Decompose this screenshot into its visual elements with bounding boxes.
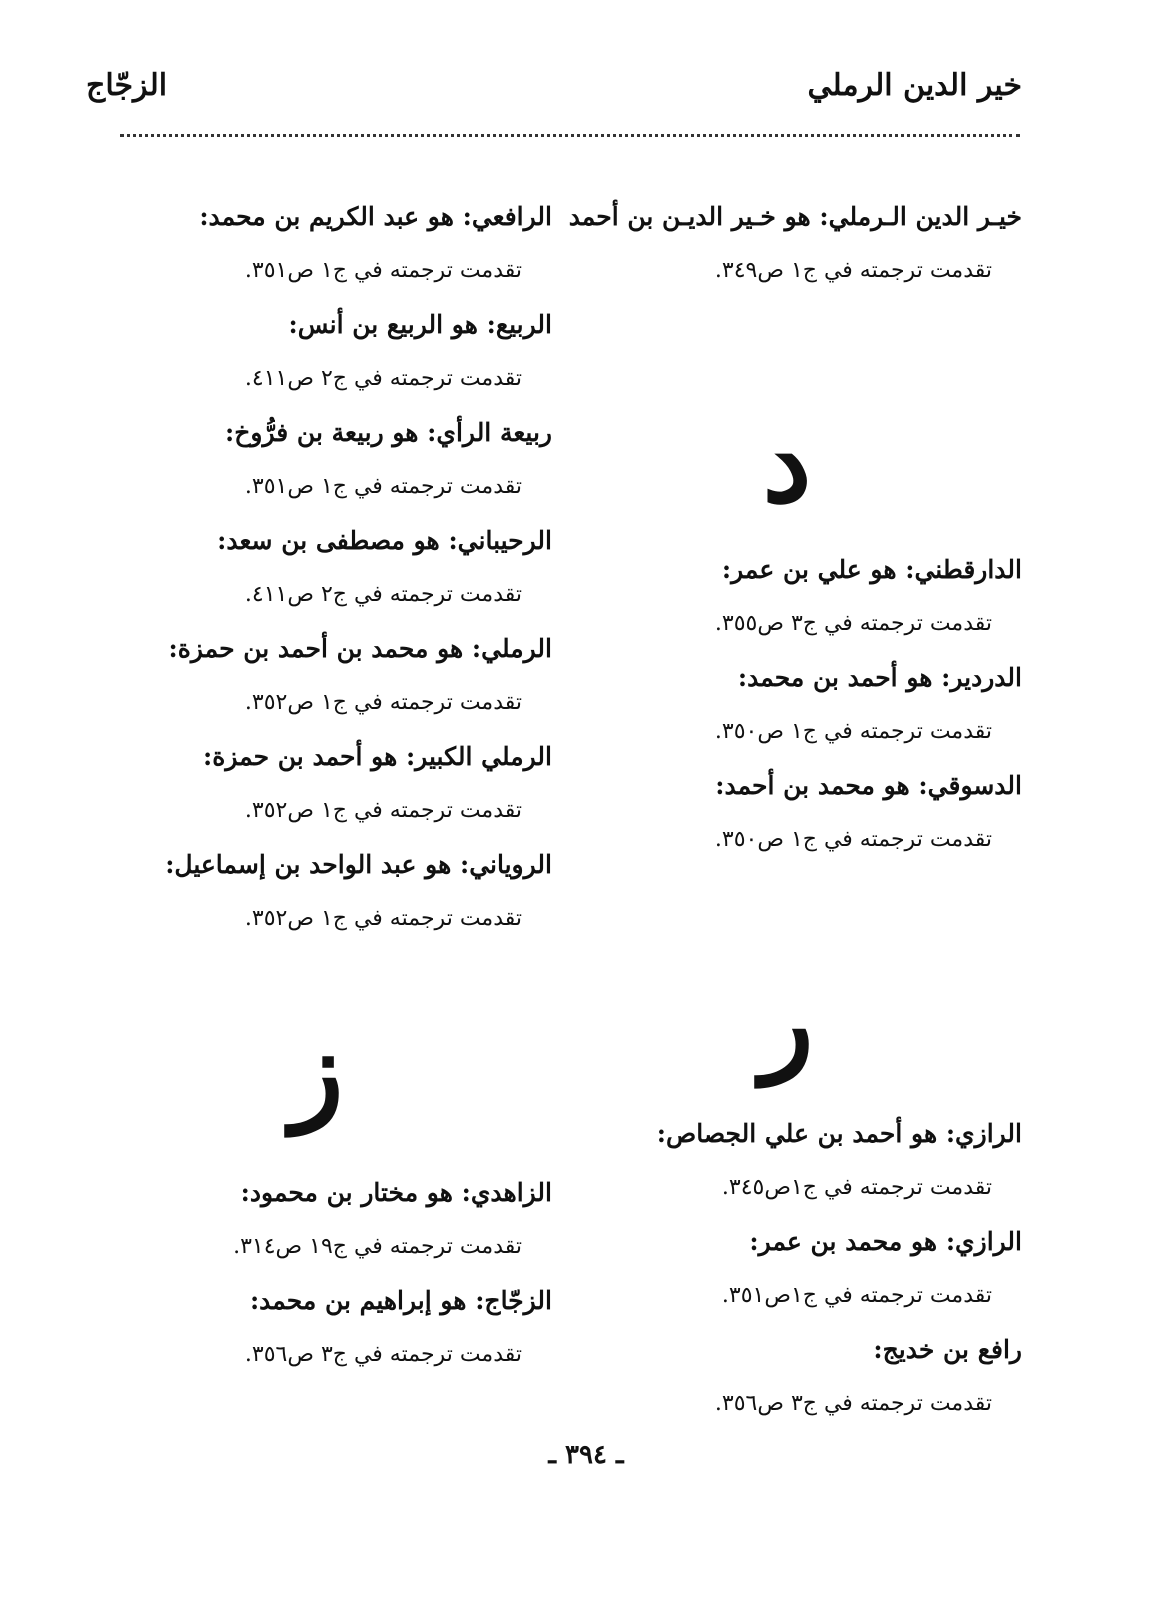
biography-entry — [82, 406, 552, 514]
biography-entry — [82, 1166, 552, 1274]
entry-reference: تقدمت ترجمته في ج١ ص٣٥٠. — [714, 719, 992, 744]
biography-entry — [82, 1274, 552, 1382]
right-column — [552, 190, 1022, 1431]
left-column — [82, 190, 552, 1382]
entry-reference: تقدمت ترجمته في ج١ ص٣٤٩. — [714, 258, 992, 283]
biography-entry — [82, 298, 552, 406]
entry-title: الرملي الكبير: هو أحمد بن حمزة: — [203, 742, 552, 771]
entry-reference: تقدمت ترجمته في ج١ص٣٤٥. — [721, 1175, 992, 1200]
entry-reference: تقدمت ترجمته في ج٣ ص٣٥٦. — [244, 1342, 522, 1367]
entry-reference: تقدمت ترجمته في ج١ص٣٥١. — [721, 1283, 992, 1308]
entry-title: الرحيباني: هو مصطفى بن سعد: — [217, 526, 552, 555]
entry-title: الرملي: هو محمد بن أحمد بن حمزة: — [168, 634, 552, 663]
entry-reference: تقدمت ترجمته في ج٢ ص٤١١. — [244, 366, 522, 391]
entry-title: الرازي: هو محمد بن عمر: — [749, 1227, 1022, 1256]
section-letter-ra: ر — [760, 957, 814, 1086]
entry-reference: تقدمت ترجمته في ج١ ص٣٥١. — [244, 474, 522, 499]
biography-entry — [552, 651, 1022, 759]
biography-entry — [82, 514, 552, 622]
biography-entry — [552, 1323, 1022, 1431]
entry-reference: تقدمت ترجمته في ج١ ص٣٥١. — [244, 258, 522, 283]
running-header-right: خير الدين الرملي — [807, 68, 1022, 103]
section-letter-zay: ز — [290, 1006, 344, 1135]
entry-title: الروياني: هو عبد الواحد بن إسماعيل: — [165, 850, 552, 879]
entry-title: رافع بن خديج: — [873, 1335, 1022, 1364]
section-letter-dal: د — [762, 398, 812, 527]
entry-reference: تقدمت ترجمته في ج٣ ص٣٥٥. — [714, 611, 992, 636]
biography-entry — [82, 622, 552, 730]
biography-entry — [82, 190, 552, 298]
entry-title: الرازي: هو أحمد بن علي الجصاص: — [656, 1119, 1022, 1148]
entry-reference: تقدمت ترجمته في ج١ ص٣٥٢. — [244, 798, 522, 823]
entry-title: الرافعي: هو عبد الكريم بن محمد: — [199, 202, 552, 231]
entry-title: ربيعة الرأي: هو ربيعة بن فرُّوخ: — [225, 418, 552, 447]
biography-entry — [552, 759, 1022, 867]
entry-title: الدارقطني: هو علي بن عمر: — [721, 555, 1022, 584]
biography-entry — [552, 1215, 1022, 1323]
header-dotted-divider — [120, 134, 1020, 137]
entry-reference: تقدمت ترجمته في ج١٩ ص٣١٤. — [233, 1234, 522, 1259]
entry-title: الدسوقي: هو محمد بن أحمد: — [715, 771, 1022, 800]
entry-reference: تقدمت ترجمته في ج٢ ص٤١١. — [244, 582, 522, 607]
page-number: ـ ٣٩٤ ـ — [548, 1440, 624, 1470]
entry-title: الزجّاج: هو إبراهيم بن محمد: — [249, 1286, 552, 1315]
biography-entry — [82, 730, 552, 838]
entry-reference: تقدمت ترجمته في ج١ ص٣٥٢. — [244, 690, 522, 715]
entry-title: الربيع: هو الربيع بن أنس: — [288, 310, 552, 339]
entry-reference: تقدمت ترجمته في ج١ ص٣٥٢. — [244, 906, 522, 931]
entry-reference: تقدمت ترجمته في ج٣ ص٣٥٦. — [714, 1391, 992, 1416]
biography-entry — [552, 1107, 1022, 1215]
biography-entry — [552, 543, 1022, 651]
biography-entry — [82, 838, 552, 946]
biography-entry — [552, 190, 1022, 298]
entry-reference: تقدمت ترجمته في ج١ ص٣٥٠. — [714, 827, 992, 852]
entry-title: الدردير: هو أحمد بن محمد: — [737, 663, 1022, 692]
entry-title: الزاهدي: هو مختار بن محمود: — [240, 1178, 552, 1207]
entry-title: خيـر الدين الـرملي: هو خـير الديـن بن أحمد — [568, 202, 1022, 231]
running-header-left: الزجّاج — [86, 68, 168, 103]
